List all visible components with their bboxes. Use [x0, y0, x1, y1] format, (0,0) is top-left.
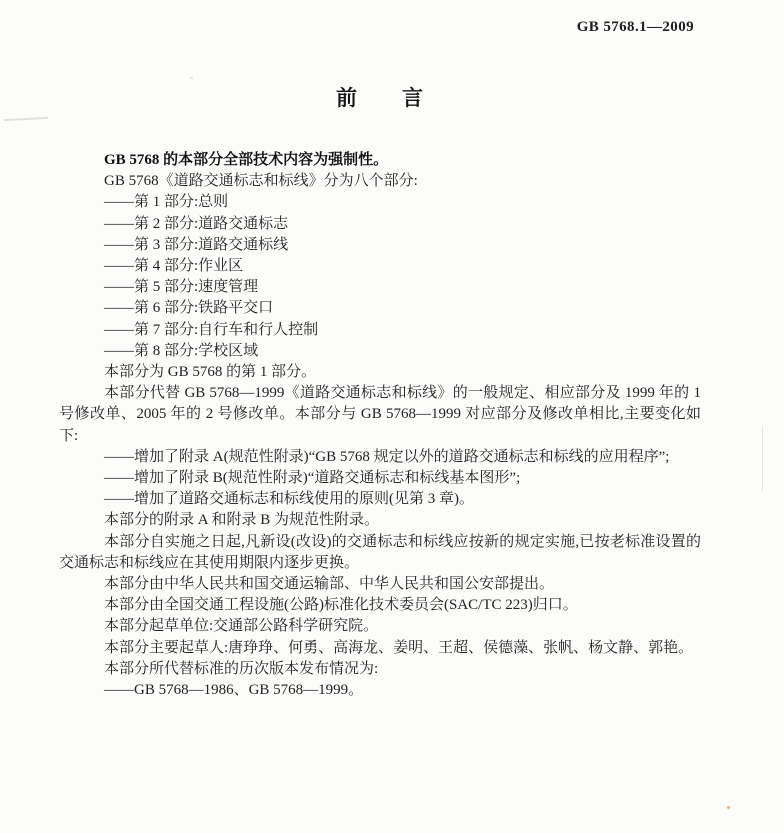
para-proposed-by: 本部分由中华人民共和国交通运输部、中华人民共和国公安部提出。	[104, 576, 555, 593]
list-item-previous-editions: ——GB 5768—1986、GB 5768—1999。	[104, 682, 364, 699]
para-parts-intro: GB 5768《道路交通标志和标线》分为八个部分:	[104, 173, 418, 190]
list-item-part-4: ——第 4 部分:作业区	[104, 258, 244, 275]
para-implementation: 本部分自实施之日起,凡新设(改设)的交通标志和标线应按新的规定实施,已按老标准设置的交通标志和标线应在其使用期限内逐步更换。	[59, 533, 701, 571]
scan-artifact-speck	[190, 77, 193, 79]
list-item-part-6: ——第 6 部分:铁路平交口	[104, 300, 274, 317]
para-drafting-org: 本部分起草单位:交通部公路科学研究院。	[104, 618, 379, 635]
list-item-part-5: ——第 5 部分:速度管理	[104, 279, 259, 296]
para-previous-editions-intro: 本部分所代替标准的历次版本发布情况为:	[104, 660, 379, 677]
list-item-part-2: ——第 2 部分:道路交通标志	[104, 215, 289, 232]
foreword-body	[59, 150, 701, 701]
para-mandatory-note: GB 5768 的本部分全部技术内容为强制性。	[104, 152, 389, 168]
para-centralized-by: 本部分由全国交通工程设施(公路)标准化技术委员会(SAC/TC 223)归口。	[104, 597, 578, 614]
list-item-part-8: ——第 8 部分:学校区域	[104, 342, 259, 359]
scan-artifact-line	[762, 426, 763, 492]
list-item-part-3: ——第 3 部分:道路交通标线	[104, 236, 289, 253]
scan-artifact-dot	[727, 806, 730, 809]
standard-number: GB 5768.1—2009	[576, 19, 694, 35]
page-title: 前 言	[336, 87, 424, 110]
list-item-change-a: ——增加了附录 A(规范性附录)“GB 5768 规定以外的道路交通标志和标线的应用程序”;	[104, 448, 670, 465]
list-item-part-7: ——第 7 部分:自行车和行人控制	[104, 321, 319, 338]
list-item-change-c: ——增加了道路交通标志和标线使用的原则(见第 3 章)。	[104, 491, 474, 508]
scan-artifact-line	[4, 117, 48, 121]
list-item-part-1: ——第 1 部分:总则	[104, 194, 229, 211]
para-drafters: 本部分主要起草人:唐琤琤、何勇、高海龙、姜明、王超、侯德藻、张帆、杨文静、郭艳。	[104, 639, 694, 656]
list-item-change-b: ——增加了附录 B(规范性附录)“道路交通标志和标线基本图形”;	[104, 470, 521, 487]
para-replaces: 本部分代替 GB 5768—1999《道路交通标志和标线》的一般规定、相应部分及 1999 年的 1 号修改单、2005 年的 2 号修改单。本部分与 GB 5768—1999 对应部分及修改单相比,主要变化如下:	[59, 385, 701, 444]
para-this-part: 本部分为 GB 5768 的第 1 部分。	[104, 364, 317, 381]
para-normative-annexes: 本部分的附录 A 和附录 B 为规范性附录。	[104, 512, 380, 529]
